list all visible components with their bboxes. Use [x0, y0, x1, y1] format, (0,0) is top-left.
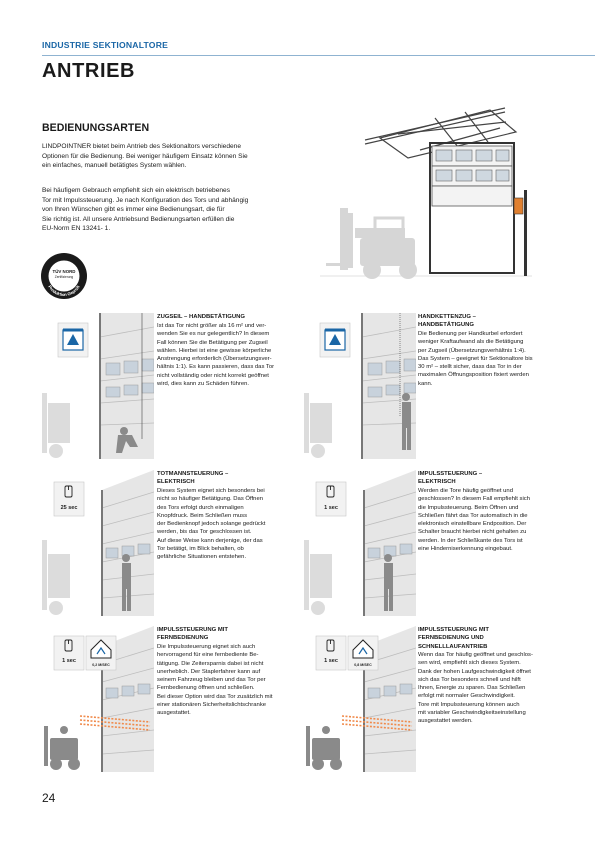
- tuv-certification-seal: [40, 252, 88, 300]
- option-4-title: IMPULSSTEUERUNG – ELEKTRISCH: [418, 471, 483, 486]
- option-3-badge: 25 sec: [60, 505, 78, 511]
- option-3-body: Dieses System eignet sich besonders bei nicht so häufiger Betätigung. Das Öffnen des Tors erfolgt durch einmaligen Knopfdruck. Beim Schließen muss der Bedienknopf jedoch solange gedrückt werden, bis das Tor geschlossen ist. Auf diese Weise kann derjenige, der das Tor betätigt, im Blick behalten, ob gefährliche Situationen entstehen.: [157, 488, 266, 561]
- option-5-badge: 1 sec: [62, 658, 76, 664]
- option-5-speed: 0,2 M/SEC: [92, 663, 110, 667]
- illustration-totmannsteuerung: [42, 470, 154, 616]
- option-5-body: Die Impulssteuerung eignet sich auch hervorragend für eine fernbediente Be- tätigung. Die Zeitersparnis dabei ist nicht unerheblich. Der Staplerfahrer kann auf seinem Fahrzeug bleiben und das Tor per Fernbedienung öffnen und schließen. Bei dieser Option wird das Tor zusätzlich mit einer stationären Sicherheitslichtschranke ausgestattet.: [157, 644, 273, 717]
- illustration-zugseil: [42, 313, 154, 459]
- option-3-title: TOTMANNSTEUERUNG – ELEKTRISCH: [157, 471, 229, 486]
- illustration-impulssteuerung: [304, 470, 416, 616]
- option-6-title: IMPULSSTEUERUNG MIT FERNBEDIENUNG UND SCHNELLLAUFANTRIEB: [418, 627, 490, 650]
- illustration-handkettenzug: [304, 313, 416, 459]
- section-heading: BEDIENUNGSARTEN: [42, 122, 150, 134]
- page-title: ANTRIEB: [42, 60, 136, 82]
- header-rule: [42, 55, 595, 56]
- option-2-title: HANDKETTENZUG – HANDBETÄTIGUNG: [418, 314, 476, 329]
- hero-door-forklift-illustration: [320, 98, 532, 288]
- seal-sub-text: Zertifizierung: [54, 275, 74, 279]
- option-5-title: IMPULSSTEUERUNG MIT FERNBEDIENUNG: [157, 627, 229, 642]
- option-1-body: Ist das Tor nicht größer als 16 m² und ver- wenden Sie es nur gelegentlich? In diesem Fall können Sie die Betätigung per Zugseil wählen. Hierbei ist eine gewisse körperliche Anstrengung erforderlich (Übersetzungsver- hältnis 1:1). Es kann passieren, dass das Tor nicht vollständig oder nicht korrekt geöffnet wird, dies kann zu Schäden führen.: [157, 323, 275, 388]
- intro-paragraph-1: LINDPOINTNER bietet beim Antrieb des Sektionaltors verschiedene Optionen für die Bedienung. Bei weniger häufigem Einsatz können Sie ein einfaches, manuell betätigtes System wählen.: [42, 143, 248, 169]
- section-tag: INDUSTRIE SEKTIONALTORE: [42, 40, 169, 50]
- seal-ring-text: Produktion Geprüft: [47, 284, 81, 298]
- option-1-title: ZUGSEIL – HANDBETÄTIGUNG: [157, 314, 245, 320]
- option-6-body: Wenn das Tor häufig geöffnet und geschlos- sen wird, empfiehlt sich dieses System. Dank der hohen Laufgeschwindigkeit öffnet sich das Tor besonders schnell und hilft Ihnen, Energie zu sparen. Das Schließen erfolgt mit normaler Geschwindigkeit. Tore mit Impulssteuerung können auch mit variabler Geschwindigkeitseinstellung ausgestattet werden.: [418, 652, 533, 725]
- illustration-fernbedienung: [42, 626, 154, 772]
- option-4-body: Werden die Tore häufig geöffnet und geschlossen? In diesem Fall empfiehlt sich die Impulssteuerung. Beim Öffnen und Schließen fährt das Tor automatisch in die elektronisch einstellbare Endposition. Der Schalter braucht hierbei nicht gehalten zu werden. In der Schließkante des Tors ist eine Hinderniserkennung eingebaut.: [418, 488, 530, 553]
- option-6-speed: 0,8 M/SEC: [354, 663, 372, 667]
- illustration-schnelllaufantrieb: [304, 626, 416, 772]
- intro-paragraph-2: Bei häufigem Gebrauch empfiehlt sich ein elektrisch betriebenes Tor mit Impulssteuerung. Je nach Konfiguration des Tors und abhängig von Ihren Wünschen gibt es immer eine Bedienungsart, die für Sie richtig ist. All unsere Antriebsund Bedienungsarten erfüllen die EU-Norm EN 13241- 1.: [42, 187, 249, 232]
- option-6-badge: 1 sec: [324, 658, 338, 664]
- page-number: 24: [42, 791, 56, 805]
- option-4-badge: 1 sec: [324, 505, 338, 511]
- option-2-body: Die Bedienung per Handkurbel erfordert weniger Kraftaufwand als die Betätigung per Zugseil (Übersetzungsverhältnis 1:4). Das System – geeignet für Sektionaltore bis 30 m² – stellt sicher, dass das Tor in der maximalen Öffnungsposition fixiert werden kann.: [418, 331, 533, 387]
- seal-top-text: TÜV NORD: [52, 269, 76, 274]
